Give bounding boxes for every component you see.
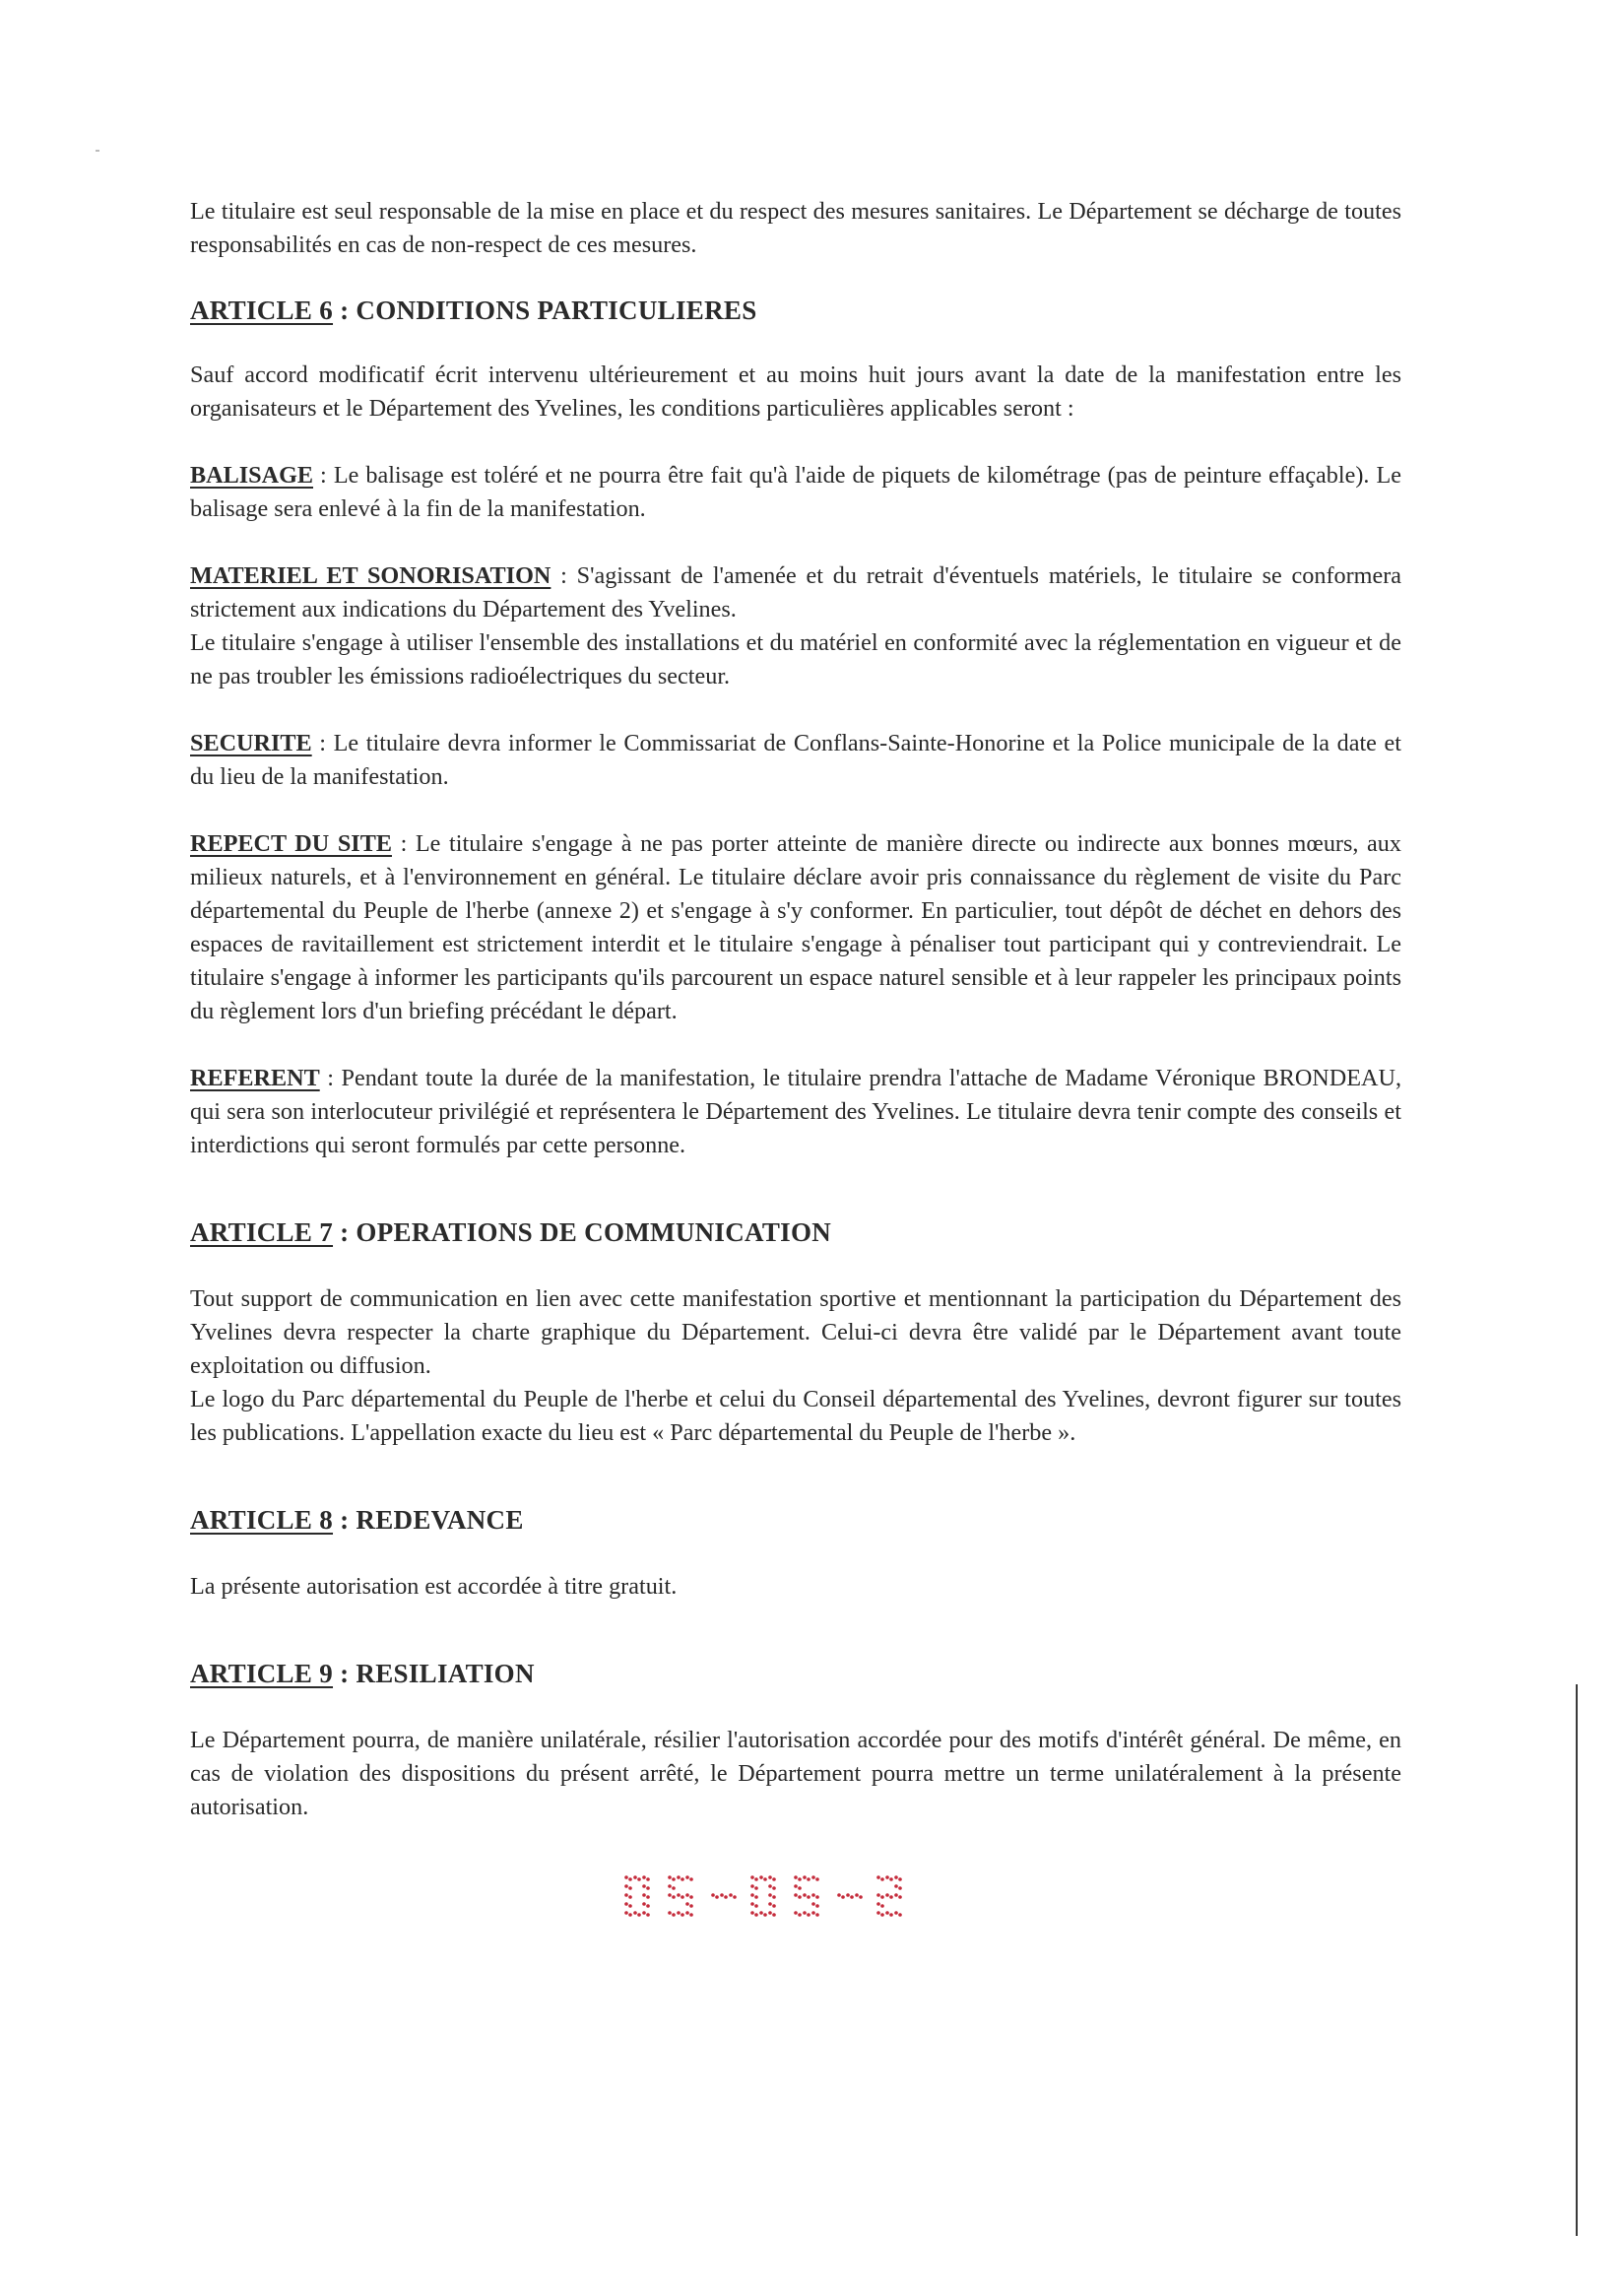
article-7-paragraph-2: Le logo du Parc départemental du Peuple de l'herbe et celui du Conseil départemental des Yvelines, devront figurer sur toutes les publications. L'appellation exacte du lieu est « Parc départemental du Peuple de l'herbe ».	[190, 1386, 1401, 1446]
article-6-heading	[190, 294, 1401, 327]
stamp-dot	[794, 1893, 798, 1897]
stamp-dot	[685, 1875, 689, 1879]
stamp-dot	[846, 1893, 850, 1897]
stamp-dot	[754, 1877, 758, 1881]
stamp-dot	[689, 1913, 693, 1917]
stamp-dot	[772, 1895, 776, 1899]
stamp-dot	[894, 1875, 898, 1879]
stamp-dot	[677, 1893, 681, 1897]
date-stamp	[622, 1870, 918, 1929]
referent-text: : Pendant toute la durée de la manifestation, le titulaire prendra l'attache de Madame Véronique BRONDEAU, qui sera son interlocuteur privilégié et représentera le Département des Yvelines. Le titulaire devra tenir compte des conseils et interdictions qui seront formulés par cette personne.	[190, 1065, 1401, 1158]
balisage-text: : Le balisage est toléré et ne pourra être fait qu'à l'aide de piquets de kilométrage (pas de peinture effaçable). Le balisage sera enlevé à la fin de la manifestation.	[190, 462, 1401, 522]
stamp-dot	[624, 1884, 628, 1888]
stamp-dot	[750, 1884, 754, 1888]
stamp-dot	[815, 1895, 819, 1899]
stamp-dot	[898, 1895, 902, 1899]
stamp-dot	[880, 1877, 884, 1881]
materiel-paragraph	[190, 559, 1401, 626]
stamp-dot	[672, 1913, 676, 1917]
stamp-dot	[811, 1911, 815, 1915]
stamp-dot	[772, 1904, 776, 1908]
stamp-dot	[768, 1893, 772, 1897]
stamp-dot	[672, 1895, 676, 1899]
balisage-paragraph	[190, 459, 1401, 526]
securite-paragraph	[190, 727, 1401, 794]
stamp-dot	[711, 1893, 715, 1897]
respect-text: : Le titulaire s'engage à ne pas porter atteinte de manière directe ou indirecte aux bonnes mœurs, aux milieux naturels, et à l'environnement en général. Le titulaire déclare avoir pris connaissance du règlement de visite du Parc départemental du Peuple de l'herbe (annexe 2) et s'engage à s'y conformer. En particulier, tout dépôt de déchet en dehors des espaces de ravitaillement est strictement interdit et le titulaire s'engage à pénaliser tout participant qui y contreviendrait. Le titulaire s'engage à informer les participants qu'ils parcourent un espace naturel sensible et à leur rappeler les principaux points du règlement lors d'un briefing précédant le départ.	[190, 830, 1401, 1024]
article-9-heading	[190, 1657, 1401, 1690]
stamp-dot	[750, 1911, 754, 1915]
stamp-dot	[889, 1913, 893, 1917]
stamp-dot	[677, 1875, 681, 1879]
stamp-dot	[850, 1895, 854, 1899]
stamp-dot	[894, 1911, 898, 1915]
materiel-paragraph-2: Le titulaire s'engage à utiliser l'ensemble des installations et du matériel en conformité avec la réglementation en vigueur et de ne pas troubler les émissions radioélectriques du secteur.	[190, 629, 1401, 689]
stamp-dot	[729, 1893, 733, 1897]
stamp-dot	[624, 1875, 628, 1879]
stamp-dot	[798, 1886, 802, 1890]
article-9-number: ARTICLE 9	[190, 1659, 334, 1688]
stamp-dot	[646, 1877, 650, 1881]
stamp-dot	[628, 1877, 632, 1881]
stamp-dot	[768, 1911, 772, 1915]
stamp-dot	[815, 1904, 819, 1908]
stamp-dot	[807, 1913, 810, 1917]
stamp-dot	[646, 1913, 650, 1917]
stamp-dot	[689, 1877, 693, 1881]
stamp-dot	[668, 1875, 672, 1879]
stamp-dot	[750, 1875, 754, 1879]
stamp-dot	[815, 1877, 819, 1881]
stamp-dot	[876, 1911, 880, 1915]
stamp-dot	[859, 1895, 863, 1899]
stamp-dot	[768, 1884, 772, 1888]
stamp-dot	[628, 1895, 632, 1899]
stamp-dot	[715, 1895, 719, 1899]
intro-paragraph: Le titulaire est seul responsable de la mise en place et du respect des mesures sanitaires. Le Département se décharge de toutes responsabilités en cas de non-respect de ces mesures.	[190, 198, 1401, 258]
stamp-dot	[642, 1911, 646, 1915]
stamp-dot	[624, 1902, 628, 1906]
stamp-dot	[633, 1911, 637, 1915]
stamp-dot	[754, 1913, 758, 1917]
stamp-dot	[885, 1893, 889, 1897]
stamp-dot	[720, 1893, 724, 1897]
stamp-dot	[894, 1884, 898, 1888]
stamp-dot	[811, 1875, 815, 1879]
stamp-dot	[768, 1902, 772, 1906]
stamp-dot	[811, 1902, 815, 1906]
stamp-dot	[841, 1895, 845, 1899]
stamp-dot	[894, 1893, 898, 1897]
stamp-dot	[772, 1913, 776, 1917]
stamp-dot	[642, 1884, 646, 1888]
stamp-dot	[624, 1911, 628, 1915]
article-9-title: : RESILIATION	[333, 1659, 535, 1688]
article-8-heading	[190, 1503, 1401, 1537]
article-7-title: : OPERATIONS DE COMMUNICATION	[333, 1217, 832, 1247]
stamp-dot	[646, 1904, 650, 1908]
stamp-dot	[750, 1893, 754, 1897]
stamp-dot	[803, 1875, 807, 1879]
stamp-dot	[759, 1911, 763, 1915]
materiel-text: : S'agissant de l'amenée et du retrait d'éventuels matériels, le titulaire se conformera strictement aux indications du Département des Yvelines.	[190, 562, 1401, 623]
stamp-dot	[794, 1875, 798, 1879]
stamp-dot	[681, 1877, 684, 1881]
stamp-dot	[681, 1913, 684, 1917]
stamp-dot	[689, 1895, 693, 1899]
stamp-dot	[646, 1886, 650, 1890]
article-7-heading	[190, 1215, 1401, 1249]
stamp-dot	[803, 1893, 807, 1897]
stamp-dot	[815, 1913, 819, 1917]
stamp-dot	[798, 1913, 802, 1917]
stamp-dot	[754, 1895, 758, 1899]
stamp-dot	[837, 1893, 841, 1897]
article-6-number: ARTICLE 6	[190, 295, 334, 325]
stamp-dot	[768, 1875, 772, 1879]
stamp-dot	[889, 1877, 893, 1881]
page-edge-line	[1576, 1684, 1578, 2236]
stamp-dot	[668, 1884, 672, 1888]
dot-matrix-date-stamp	[622, 1870, 918, 1929]
stamp-dot	[685, 1893, 689, 1897]
stamp-dot	[724, 1895, 728, 1899]
stamp-dot	[642, 1902, 646, 1906]
stamp-dot	[798, 1877, 802, 1881]
materiel-label: MATERIEL ET SONORISATION	[190, 562, 551, 589]
stamp-dot	[803, 1911, 807, 1915]
stamp-dot	[807, 1877, 810, 1881]
stamp-dot	[637, 1913, 641, 1917]
stamp-dot	[633, 1875, 637, 1879]
stamp-dot	[628, 1886, 632, 1890]
article-6-intro: Sauf accord modificatif écrit intervenu ultérieurement et au moins huit jours avant la date de la manifestation entre les organisateurs et le Département des Yvelines, les conditions particulières applicables seront :	[190, 361, 1401, 422]
stamp-dot	[754, 1904, 758, 1908]
stamp-dot	[672, 1886, 676, 1890]
article-9-paragraph: Le Département pourra, de manière unilatérale, résilier l'autorisation accordée pour des motifs d'intérêt général. De même, en cas de violation des dispositions du présent arrêté, le Département pourra mettre un terme unilatéralement à la présente autorisation.	[190, 1727, 1401, 1820]
stamp-dot	[733, 1895, 737, 1899]
balisage-label: BALISAGE	[190, 462, 314, 489]
referent-paragraph	[190, 1062, 1401, 1162]
stamp-dot	[628, 1913, 632, 1917]
stamp-dot	[876, 1875, 880, 1879]
stamp-dot	[798, 1895, 802, 1899]
stamp-dot	[668, 1911, 672, 1915]
stamp-dot	[685, 1911, 689, 1915]
stamp-dot	[642, 1875, 646, 1879]
article-7-number: ARTICLE 7	[190, 1217, 334, 1247]
article-8-paragraph: La présente autorisation est accordée à titre gratuit.	[190, 1573, 678, 1600]
stamp-dot	[807, 1895, 810, 1899]
stamp-dot	[898, 1913, 902, 1917]
stamp-dot	[885, 1911, 889, 1915]
stamp-dot	[763, 1877, 767, 1881]
stamp-dot	[624, 1893, 628, 1897]
respect-paragraph	[190, 827, 1401, 1028]
stamp-dot	[772, 1877, 776, 1881]
stamp-dot	[876, 1893, 880, 1897]
stamp-dot	[885, 1875, 889, 1879]
stamp-dot	[642, 1893, 646, 1897]
stamp-dot	[677, 1911, 681, 1915]
article-8-title: : REDEVANCE	[333, 1505, 524, 1535]
stamp-dot	[855, 1893, 859, 1897]
securite-text: : Le titulaire devra informer le Commissariat de Conflans-Sainte-Honorine et la Police municipale de la date et du lieu de la manifestation.	[190, 730, 1401, 790]
referent-label: REFERENT	[190, 1065, 320, 1091]
stamp-dot	[689, 1904, 693, 1908]
stamp-dot	[637, 1877, 641, 1881]
stamp-dot	[759, 1875, 763, 1879]
stamp-dot	[772, 1886, 776, 1890]
article-6-title: : CONDITIONS PARTICULIERES	[333, 295, 757, 325]
stamp-dot	[681, 1895, 684, 1899]
stamp-dot	[794, 1884, 798, 1888]
securite-label: SECURITE	[190, 730, 312, 756]
scan-speck	[96, 150, 99, 152]
article-8-number: ARTICLE 8	[190, 1505, 334, 1535]
stamp-dot	[763, 1913, 767, 1917]
stamp-dot	[794, 1911, 798, 1915]
stamp-dot	[668, 1893, 672, 1897]
stamp-dot	[750, 1902, 754, 1906]
stamp-dot	[811, 1893, 815, 1897]
stamp-dot	[889, 1895, 893, 1899]
stamp-dot	[880, 1904, 884, 1908]
respect-label: REPECT DU SITE	[190, 830, 392, 857]
stamp-dot	[880, 1913, 884, 1917]
stamp-dot	[876, 1902, 880, 1906]
stamp-dot	[646, 1895, 650, 1899]
stamp-dot	[880, 1895, 884, 1899]
stamp-dot	[754, 1886, 758, 1890]
stamp-dot	[685, 1902, 689, 1906]
article-7-paragraph-1: Tout support de communication en lien avec cette manifestation sportive et mentionnant la participation du Département des Yvelines devra respecter la charte graphique du Département. Celui-ci devra être validé par le Département avant toute exploitation ou diffusion.	[190, 1285, 1401, 1379]
stamp-dot	[898, 1877, 902, 1881]
stamp-dot	[898, 1886, 902, 1890]
document-page	[190, 195, 1401, 1824]
stamp-dot	[672, 1877, 676, 1881]
stamp-dot	[628, 1904, 632, 1908]
